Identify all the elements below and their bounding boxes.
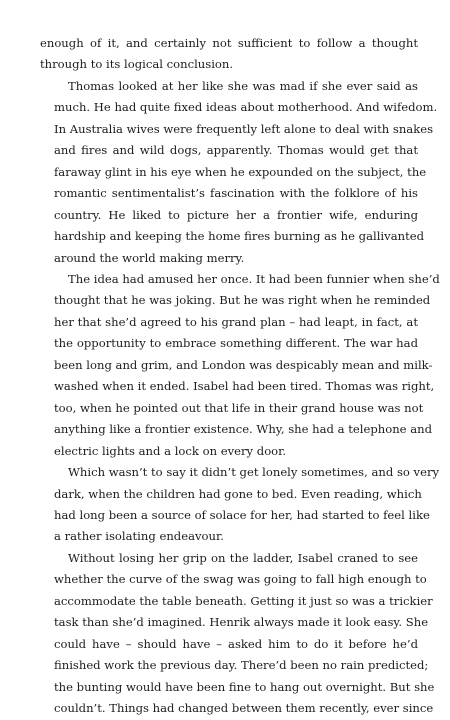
paragraph-4 [40, 462, 440, 548]
text-line: hardship and keeping the home fires burning as he gallivanted [54, 229, 425, 244]
text-line: around the world making merry. [54, 250, 245, 265]
text-line: country. He liked to picture her a frontier wife, enduring [54, 207, 418, 222]
text-line: whether the curve of the swag was going to fall high enough to [54, 572, 427, 587]
text-line: couldn’t. Things had changed between them recently, ever since [54, 701, 434, 716]
text-line: task than she’d imagined. Henrik always made it look easy. She [54, 615, 429, 630]
text-line: finished work the previous day. There’d been no rain predicted; [54, 658, 429, 673]
text-line: Without losing her grip on the ladder, Isabel craned to see [68, 550, 418, 565]
text-line: faraway glint in his eye when he expounded on the subject, the [54, 164, 427, 179]
text-line: and fires and wild dogs, apparently. Thomas would get that [54, 143, 418, 158]
text-line: enough of it, and certainly not sufficient to follow a thought [40, 36, 418, 50]
text-line: anything like a frontier existence. Why, she had a telephone and [54, 422, 433, 437]
text-line: a rather isolating endeavour. [54, 529, 224, 544]
paragraph-1 [40, 33, 418, 76]
text-line: dark, when the children had gone to bed. Even reading, which [54, 486, 422, 501]
text-line: had long been a source of solace for her, had started to feel like [54, 507, 430, 522]
body-text [40, 33, 440, 720]
paragraph-2 [40, 76, 438, 269]
text-line: thought that he was joking. But he was right when he reminded [54, 293, 431, 308]
text-line: too, when he pointed out that life in their grand house was not [54, 400, 424, 415]
text-line: romantic sentimentalist’s fascination with the folklore of his [54, 186, 418, 201]
text-line: accommodate the table beneath. Getting it just so was a trickier [54, 593, 433, 608]
text-line: her that she’d agreed to his grand plan – had leapt, in fact, at [54, 314, 418, 329]
text-line: through to its logical conclusion. [40, 57, 234, 72]
text-line: Which wasn’t to say it didn’t get lonely sometimes, and so very [68, 465, 440, 480]
text-line: could have – should have – asked him to do it before he’d [54, 636, 418, 651]
text-line: been long and grim, and London was despicably mean and milk- [54, 357, 433, 372]
paragraph-5 [40, 548, 435, 720]
text-line: electric lights and a lock on every door. [54, 443, 287, 458]
text-line: much. He had quite fixed ideas about motherhood. And wifedom. [54, 100, 438, 115]
text-line: In Australia wives were frequently left alone to deal with snakes [54, 121, 434, 136]
text-line: The idea had amused her once. It had been funnier when she’d [68, 271, 440, 286]
text-line: the opportunity to embrace something different. The war had [54, 336, 418, 351]
text-line: the bunting would have been fine to hang out overnight. But she [54, 679, 435, 694]
text-line: Thomas looked at her like she was mad if she ever said as [68, 78, 418, 93]
paragraph-3 [40, 269, 440, 462]
text-line: washed when it ended. Isabel had been tired. Thomas was right, [54, 379, 435, 394]
